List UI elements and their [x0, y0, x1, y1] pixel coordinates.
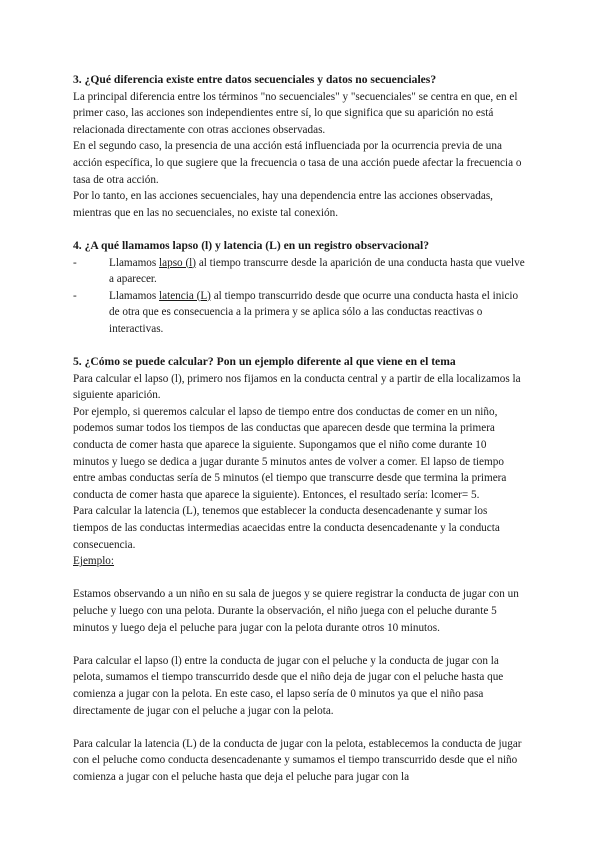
- question-3-paragraph-2: En el segundo caso, la presencia de una acción está influenciada por la ocurrencia previa de una acción específica, lo que sugiere que la frecuencia o tasa de una acción puede afectar la frecuencia o tasa de otra acción.: [73, 140, 522, 186]
- question-5-paragraph-2: Por ejemplo, si queremos calcular el lapso de tiempo entre dos conductas de comer en un niño, podemos sumar todos los tiempos de las conductas que aparecen desde que termina la primera conducta de comer hasta que aparece la siguiente. Supongamos que el niño come durante 10 minutos y luego se dedica a jugar durante 5 minutos antes de volver a comer. El lapso de tiempo entre ambas conductas sería de 5 minutos (el tiempo que transcurre desde que termina la primera conducta de comer hasta que aparece la siguiente). Entonces, el resultado sería: lcomer= 5.: [73, 405, 507, 501]
- example-label: [73, 553, 525, 570]
- spacer: [73, 570, 525, 587]
- definition-prefix: Llamamos: [109, 289, 160, 302]
- question-5-paragraph-1: Para calcular el lapso (l), primero nos fijamos en la conducta central y a partir de ella localizamos la siguiente aparición.: [73, 372, 521, 402]
- definition-body: al tiempo transcurre desde la aparición de una conducta hasta que vuelve a aparecer.: [109, 256, 525, 286]
- definition-item-latencia: [73, 288, 525, 338]
- example-paragraph-2: Para calcular el lapso (l) entre la conducta de jugar con el peluche y la conducta de jugar con la pelota, sumamos el tiempo transcurrido desde que el niño deja de jugar con el peluche hasta que comienza a jugar con la pelota. En este caso, el lapso sería de 0 minutos ya que el niño pasa directamente de jugar con el peluche a jugar con la pelota.: [73, 654, 504, 717]
- definition-prefix: Llamamos: [109, 256, 160, 269]
- question-4-heading: 4. ¿A qué llamamos lapso (l) y latencia (L) en un registro observacional?: [73, 238, 430, 252]
- definition-text: [109, 255, 525, 288]
- question-5-heading: 5. ¿Cómo se puede calcular? Pon un ejemplo diferente al que viene en el tema: [73, 355, 456, 369]
- spacer: [73, 221, 525, 238]
- example-label-text: Ejemplo:: [73, 555, 115, 568]
- question-3-paragraph-1: La principal diferencia entre los términos "no secuenciales" y "secuenciales" se centra en que, en el primer caso, las acciones son independientes entre sí, lo que significa que su aparición no está relacionada directamente con otras acciones observadas.: [73, 90, 518, 136]
- question-5-paragraph-3: Para calcular la latencia (L), tenemos que establecer la conducta desencadenante y sumar los tiempos de las conductas intermedias acaecidas entre la conducta desencadenante y la conducta consecuencia.: [73, 505, 500, 551]
- definition-item-lapso: [73, 255, 525, 288]
- document-page: [73, 72, 525, 786]
- bullet-dash: -: [73, 256, 77, 269]
- definition-term: latencia (L): [159, 289, 211, 302]
- spacer: [73, 636, 525, 653]
- question-3-paragraph-3: Por lo tanto, en las acciones secuenciales, hay una dependencia entre las acciones observadas, mientras que en las no secuenciales, no existe tal conexión.: [73, 190, 493, 219]
- spacer: [73, 719, 525, 736]
- bullet-dash: -: [73, 289, 77, 302]
- example-paragraph-1: Estamos observando a un niño en su sala de juegos y se quiere registrar la conducta de jugar con un peluche y luego con una pelota. Durante la observación, el niño juega con el peluche durante 5 minutos y luego deja el peluche para jugar con la pelota durante otros 10 minutos.: [73, 588, 519, 634]
- definition-term: lapso (l): [159, 256, 197, 269]
- definition-body: al tiempo transcurrido desde que ocurre una conducta hasta el inicio de otra que es consecuencia a la primera y se aplica sólo a las conductas reactivas o interactivas.: [109, 289, 519, 335]
- definition-text: [109, 288, 525, 338]
- question-3-heading: 3. ¿Qué diferencia existe entre datos secuenciales y datos no secuenciales?: [73, 73, 437, 86]
- spacer: [73, 338, 525, 355]
- example-paragraph-3: Para calcular la latencia (L) de la conducta de jugar con la pelota, establecemos la conducta de jugar con el peluche como conducta desencadenante y sumamos el tiempo transcurrido desde que el niño comienza a jugar con el peluche hasta que deja el peluche para jugar con la: [73, 737, 522, 783]
